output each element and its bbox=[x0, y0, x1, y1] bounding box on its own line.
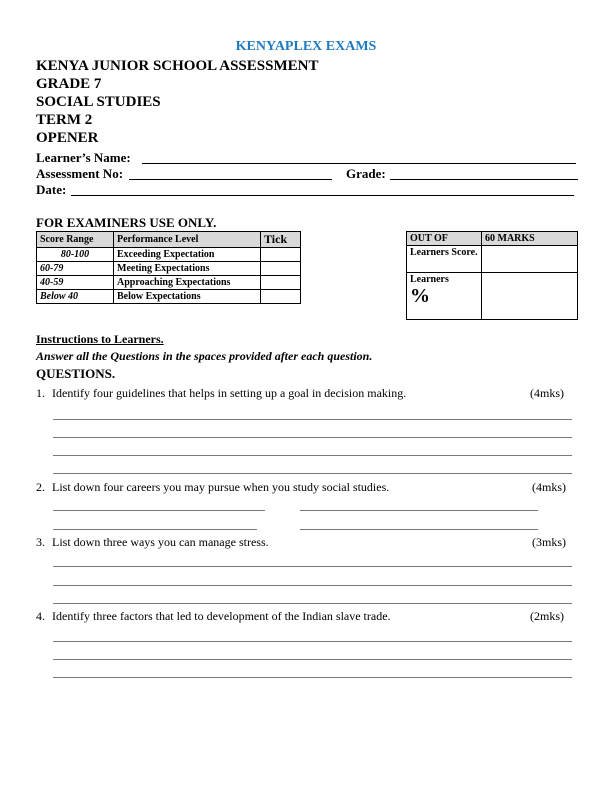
question-3-marks: (3mks) bbox=[532, 535, 566, 549]
question-text: List down three ways you can manage stress. bbox=[52, 535, 269, 549]
answer-line[interactable] bbox=[53, 603, 572, 604]
score-range-cell: 80-100 bbox=[37, 248, 114, 262]
question-number: 1. bbox=[36, 386, 45, 400]
school-assessment-title: KENYA JUNIOR SCHOOL ASSESSMENT bbox=[36, 58, 319, 74]
examiners-title: FOR EXAMINERS USE ONLY. bbox=[36, 215, 217, 230]
tick-cell[interactable] bbox=[261, 248, 301, 262]
exam-type-title: OPENER bbox=[36, 130, 99, 146]
answer-line[interactable] bbox=[53, 677, 572, 678]
learners-score-label: Learners Score. bbox=[407, 246, 482, 273]
subject-title: SOCIAL STUDIES bbox=[36, 94, 161, 110]
question-4 bbox=[36, 609, 391, 624]
date-label: Date: bbox=[36, 182, 67, 197]
question-number: 2. bbox=[36, 480, 45, 494]
answer-line[interactable] bbox=[53, 473, 572, 474]
performance-table bbox=[36, 231, 301, 304]
question-2-marks: (4mks) bbox=[532, 480, 566, 494]
answer-line[interactable] bbox=[53, 437, 572, 438]
question-1-marks: (4mks) bbox=[530, 386, 564, 400]
learners-score-cell[interactable] bbox=[482, 246, 578, 273]
question-number: 3. bbox=[36, 535, 45, 549]
answer-line[interactable] bbox=[53, 510, 265, 511]
answer-line[interactable] bbox=[300, 529, 538, 530]
questions-heading: QUESTIONS. bbox=[36, 366, 116, 381]
tick-cell[interactable] bbox=[261, 276, 301, 290]
learners-percent-label: Learners bbox=[410, 274, 449, 285]
marks-table bbox=[406, 231, 578, 320]
score-range-header: Score Range bbox=[37, 232, 114, 248]
answer-line[interactable] bbox=[53, 585, 572, 586]
question-text: List down four careers you may pursue when you study social studies. bbox=[52, 480, 390, 494]
question-2 bbox=[36, 480, 389, 495]
grade-label: Grade: bbox=[346, 166, 386, 181]
answer-line[interactable] bbox=[53, 659, 572, 660]
answer-line[interactable] bbox=[53, 455, 572, 456]
score-range-cell: Below 40 bbox=[37, 290, 114, 304]
answer-line[interactable] bbox=[53, 641, 572, 642]
percent-symbol: % bbox=[410, 285, 430, 307]
instructions-title: Instructions to Learners. bbox=[36, 332, 164, 346]
table-row bbox=[37, 248, 301, 262]
grade-line[interactable] bbox=[390, 179, 578, 180]
table-row bbox=[37, 290, 301, 304]
performance-level-cell: Exceeding Expectation bbox=[114, 248, 261, 262]
score-range-cell: 60-79 bbox=[37, 262, 114, 276]
table-row bbox=[37, 276, 301, 290]
learners-percent-cell[interactable] bbox=[482, 273, 578, 320]
question-number: 4. bbox=[36, 609, 45, 623]
learner-name-label: Learner’s Name: bbox=[36, 150, 131, 165]
assessment-no-line[interactable] bbox=[129, 179, 332, 180]
tick-cell[interactable] bbox=[261, 290, 301, 304]
performance-level-cell: Below Expectations bbox=[114, 290, 261, 304]
total-marks: 60 MARKS bbox=[482, 232, 578, 246]
performance-level-cell: Meeting Expectations bbox=[114, 262, 261, 276]
tick-header: Tick bbox=[261, 232, 301, 248]
assessment-no-label: Assessment No: bbox=[36, 166, 124, 181]
term-title: TERM 2 bbox=[36, 112, 93, 128]
performance-level-header: Performance Level bbox=[114, 232, 261, 248]
out-of-label: OUT OF bbox=[407, 232, 482, 246]
answer-line[interactable] bbox=[300, 510, 538, 511]
score-range-cell: 40-59 bbox=[37, 276, 114, 290]
table-row bbox=[37, 262, 301, 276]
date-line[interactable] bbox=[71, 195, 574, 196]
question-text: Identify four guidelines that helps in setting up a goal in decision making. bbox=[52, 386, 407, 400]
performance-level-cell: Approaching Expectations bbox=[114, 276, 261, 290]
learner-name-line[interactable] bbox=[142, 163, 576, 164]
question-4-marks: (2mks) bbox=[530, 609, 564, 623]
answer-line[interactable] bbox=[53, 419, 572, 420]
answer-line[interactable] bbox=[53, 529, 257, 530]
tick-cell[interactable] bbox=[261, 262, 301, 276]
instructions-text: Answer all the Questions in the spaces provided after each question. bbox=[36, 349, 373, 363]
brand-title: KENYAPLEX EXAMS bbox=[235, 39, 377, 54]
grade-title: GRADE 7 bbox=[36, 76, 102, 92]
answer-line[interactable] bbox=[53, 566, 572, 567]
question-3 bbox=[36, 535, 269, 550]
question-1 bbox=[36, 386, 406, 401]
question-text: Identify three factors that led to development of the Indian slave trade. bbox=[52, 609, 391, 623]
